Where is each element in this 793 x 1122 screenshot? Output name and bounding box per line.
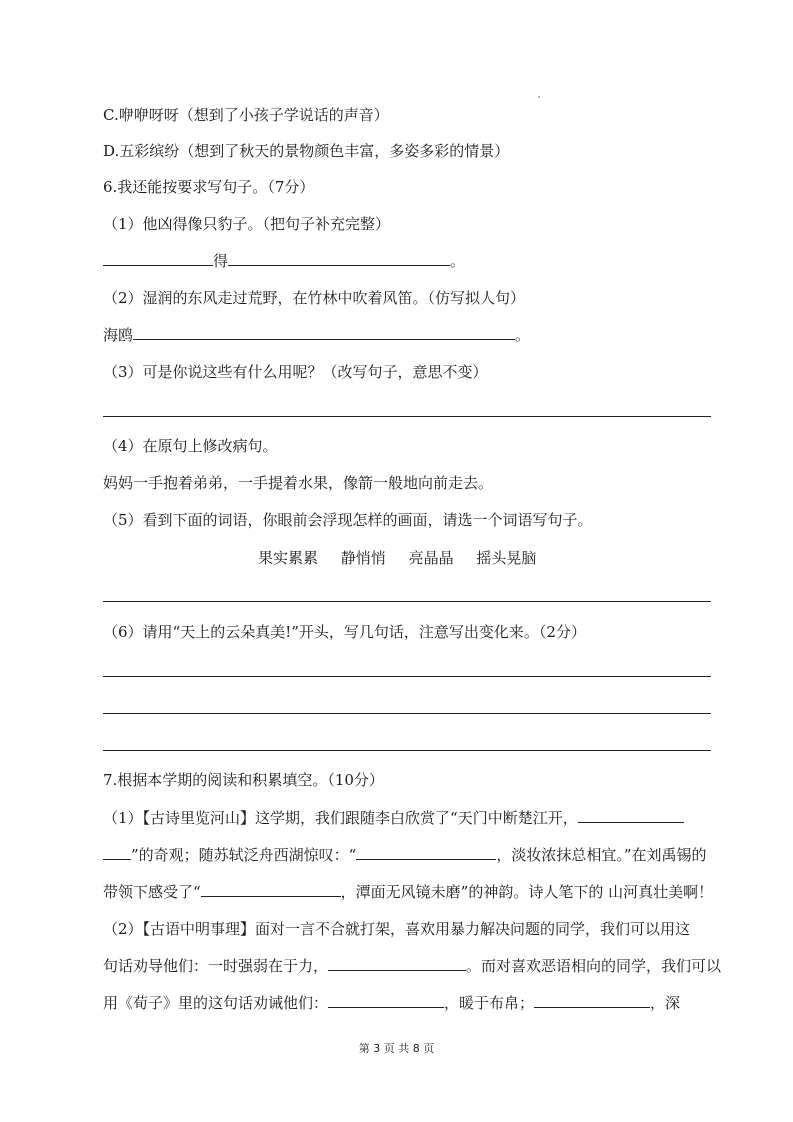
blank[interactable]: [103, 845, 131, 860]
q7-p2-b-tail: 。而对喜欢恶语相向的同学，我们可以: [466, 957, 722, 975]
q6-s4: （4）在原句上修改病句。: [103, 437, 278, 455]
word-3: 亮晶晶: [408, 549, 454, 567]
option-d: D.五彩缤纷（想到了秋天的景物颜色丰富，多姿多彩的情景）: [103, 142, 510, 160]
blank[interactable]: [228, 251, 450, 266]
stray-dot: [538, 96, 540, 98]
q6-s1: （1）他凶得像只豹子。（把句子补充完整）: [103, 215, 391, 233]
q6-s1-mid: 得: [213, 252, 229, 270]
answer-line[interactable]: [103, 713, 711, 714]
blank[interactable]: [103, 251, 213, 266]
blank[interactable]: [133, 325, 515, 340]
q7-p1-b-end: ”的奇观；随苏轼泛舟西湖惊叹：“: [131, 846, 357, 864]
q7-p2-line1: （2）【古语中明事理】面对一言不合就打架，喜欢用暴力解决问题的同学，我们可以用这: [103, 920, 691, 938]
q6-s2-start: 海鸥: [103, 326, 134, 344]
q7-p2-c-mid: ，暖于布帛；: [444, 994, 535, 1012]
q6-s2-end: 。: [515, 326, 531, 344]
answer-line[interactable]: [103, 676, 711, 677]
q6-s4-text: 妈妈一手抱着弟弟，一手提着水果，像箭一般地向前走去。: [103, 474, 494, 492]
blank[interactable]: [328, 956, 466, 971]
q7-p1-b-tail: ，淡妆浓抹总相宜。”在刘禹锡的: [496, 846, 707, 864]
q6-title: 6.我还能按要求写句子。（7分）: [103, 178, 315, 196]
blank[interactable]: [201, 882, 341, 897]
answer-line[interactable]: [103, 750, 711, 751]
q7-p2-c-end: ，深: [650, 994, 681, 1012]
blank[interactable]: [578, 808, 684, 823]
q7-p1-line1: [103, 808, 684, 828]
blank[interactable]: [328, 993, 444, 1008]
word-4: 摇头晃脑: [476, 549, 537, 567]
blank[interactable]: [356, 845, 496, 860]
q7-p2-line2: [103, 956, 721, 976]
q7-p2-line3: [103, 993, 680, 1013]
q7-p2-b-start: 句话劝导他们：一时强弱在于力，: [103, 957, 329, 975]
answer-line[interactable]: [103, 601, 711, 602]
q7-p1-line2: [103, 845, 707, 865]
q6-s5: （5）看到下面的词语，你眼前会浮现怎样的画面，请选一个词语写句子。: [103, 511, 593, 529]
answer-line[interactable]: [103, 416, 711, 417]
q7-p1-a: （1）【古诗里览河山】这学期，我们跟随李白欣赏了“天门中断楚江开，: [103, 809, 578, 827]
q6-s3: （3）可是你说这些有什么用呢？（改写句子，意思不变）: [103, 363, 488, 381]
option-c: C.咿咿呀呀（想到了小孩子学说话的声音）: [103, 106, 389, 124]
q6-s1-end: 。: [450, 252, 466, 270]
q6-s2-answer-line: [103, 325, 530, 345]
q6-s5-words: [258, 548, 554, 568]
word-2: 静悄悄: [340, 549, 386, 567]
word-1: 果实累累: [258, 549, 319, 567]
q6-s2: （2）湿润的东风走过荒野，在竹林中吹着风笛。（仿写拟人句）: [103, 289, 526, 307]
q6-s1-answer-line: [103, 251, 465, 271]
q7-p1-c-tail: ，潭面无风镜未磨”的神韵。诗人笔下的 山河真壮美啊！: [340, 883, 714, 901]
q6-s6: （6）请用“天上的云朵真美!”开头，写几句话，注意写出变化来。（2分）: [103, 623, 586, 641]
q7-title: 7.根据本学期的阅读和积累填空。（10分）: [103, 771, 384, 789]
blank[interactable]: [534, 993, 650, 1008]
page-footer: 第 3 页 共 8 页: [358, 1042, 435, 1055]
q7-p2-c-start: 用《荀子》里的这句话劝诫他们：: [103, 994, 329, 1012]
q7-p1-c-start: 带领下感受了“: [103, 883, 201, 901]
q7-p1-line3: [103, 882, 713, 902]
